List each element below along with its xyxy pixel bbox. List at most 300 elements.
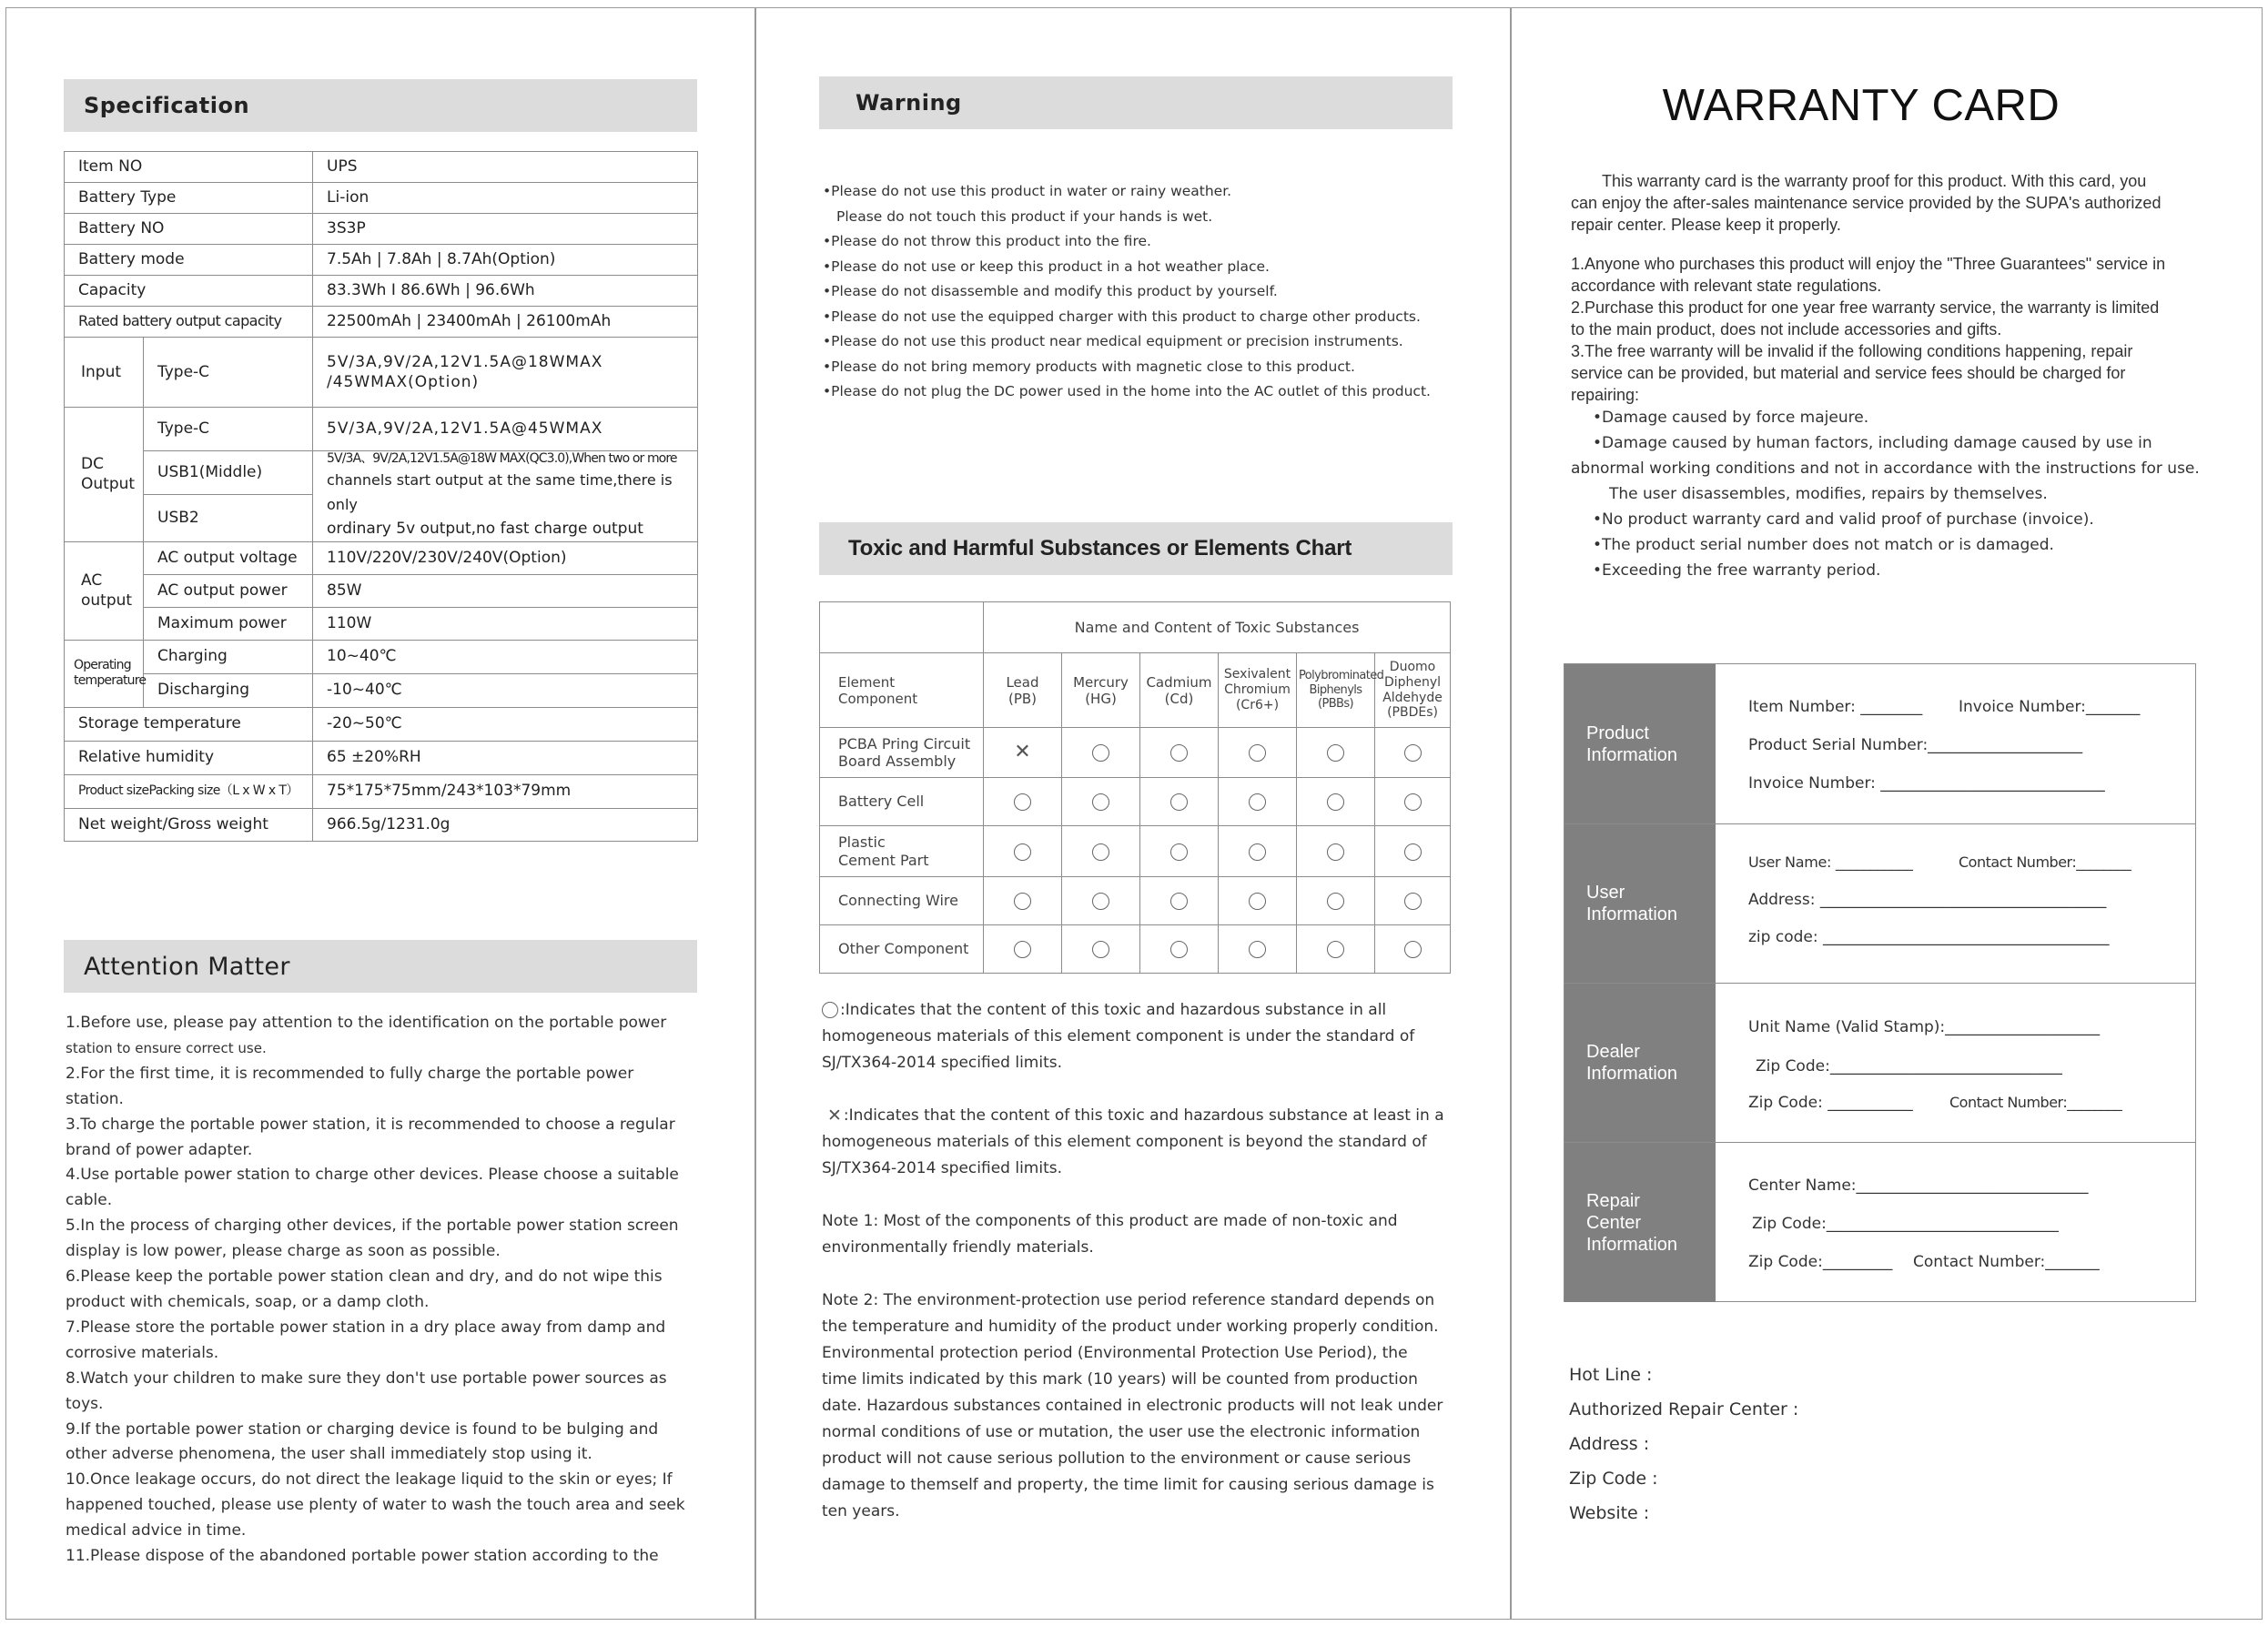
dc-group-line: DC xyxy=(81,455,104,474)
user-zip-field[interactable]: zip code: _____________________________________ xyxy=(1748,928,2110,946)
warranty-terms xyxy=(1571,253,2208,406)
component-line: Connecting Wire xyxy=(838,892,958,910)
compliant-circle-icon xyxy=(1014,793,1031,811)
address-label: Address : xyxy=(1569,1434,1650,1454)
dc-port-label: USB1(Middle) xyxy=(144,451,313,495)
label-line: User xyxy=(1586,883,1625,903)
toxic-blank-header xyxy=(820,602,984,653)
toxic-heading-text: Toxic and Harmful Substances or Elements Chart xyxy=(848,536,1352,561)
spec-row xyxy=(65,214,698,245)
toxic-col-header xyxy=(1062,653,1140,728)
header-line: (PB) xyxy=(1007,690,1038,707)
temp-label: Charging xyxy=(144,640,313,673)
note-line: normal conditions of use or mutation, the user use the electronic information xyxy=(822,1423,1421,1441)
dc-usb-value-line: channels start output at the same time,there is only xyxy=(327,470,673,513)
warning-list xyxy=(823,179,1460,405)
label-line: Product xyxy=(1586,722,1649,743)
item-number-field[interactable]: Item Number: ________ xyxy=(1748,698,1923,716)
operating-temperature-group-label xyxy=(65,640,147,707)
note-line: damage to themself and property, the time limit for causing serious damage is xyxy=(822,1476,1434,1494)
spec-value: -20~50℃ xyxy=(313,707,698,741)
condition-line: •The product serial number does not match or is damaged. xyxy=(1593,536,2054,554)
attention-line: brand of power adapter. xyxy=(66,1140,253,1159)
compliant-circle-icon xyxy=(1249,941,1266,958)
toxic-group-header-row xyxy=(820,602,1451,653)
spec-label: Battery Type xyxy=(65,183,313,214)
spec-temp-row xyxy=(65,673,698,707)
condition-line: •Exceeding the free warranty period. xyxy=(1593,561,1881,580)
product-information-label xyxy=(1564,664,1716,823)
toxic-cell xyxy=(984,778,1062,826)
dealer-information-section xyxy=(1564,984,2195,1143)
label-line: Repair xyxy=(1586,1190,1640,1211)
spec-row xyxy=(65,307,698,338)
toxic-cell xyxy=(1140,778,1219,826)
spec-value: 22500mAh | 23400mAh | 26100mAh xyxy=(313,307,698,338)
note-line: time limits indicated by this mark (10 years) will be counted from production xyxy=(822,1370,1418,1389)
spec-row xyxy=(65,741,698,774)
dealer-contact-field[interactable]: Contact Number:________ xyxy=(1949,1094,2122,1111)
address-field[interactable]: Address: _____________________________________ xyxy=(1748,891,2107,909)
unit-name-field[interactable]: Unit Name (Valid Stamp):____________________ xyxy=(1748,1018,2101,1036)
ac-group-line: output xyxy=(81,591,133,610)
header-line: Lead xyxy=(1006,673,1039,691)
toxic-cell xyxy=(1062,728,1140,778)
toxic-row xyxy=(820,925,1451,974)
input-value-line: 5V/3A,9V/2A,12V1.5A@18WMAX xyxy=(327,352,603,371)
dc-output-group-label xyxy=(65,408,144,542)
toxic-cell xyxy=(1219,778,1297,826)
specification-table xyxy=(64,151,698,842)
center-name-field[interactable]: Center Name:______________________________ xyxy=(1748,1177,2089,1195)
note-line: Note 2: The environment-protection use period reference standard depends on xyxy=(822,1291,1435,1309)
compliant-circle-icon xyxy=(1404,941,1422,958)
attention-line: other adverse phenomena, the user shall immediately stop using it. xyxy=(66,1445,592,1464)
exceeds-cross-icon: ✕ xyxy=(1014,741,1031,763)
fold-line-right xyxy=(1510,7,1512,1620)
temp-group-line: Operating xyxy=(74,657,131,672)
intro-line: repair center. Please keep it properly. xyxy=(1571,216,1841,234)
user-contact-field[interactable]: Contact Number:________ xyxy=(1959,853,2131,871)
attention-line: 6.Please keep the portable power station clean and dry, and do not wipe this xyxy=(66,1267,663,1287)
attention-line: 11.Please dispose of the abandoned portable power station according to the xyxy=(66,1547,659,1566)
attention-line: 7.Please store the portable power station in a dry place away from damp and xyxy=(66,1318,666,1337)
toxic-cell xyxy=(1375,877,1451,925)
component-name xyxy=(820,826,984,877)
dealer-zip-field[interactable]: Zip Code:______________________________ xyxy=(1756,1057,2062,1076)
spec-row xyxy=(65,808,698,841)
header-line: (Cr6+) xyxy=(1235,697,1280,712)
compliant-circle-icon xyxy=(1404,793,1422,811)
toxic-cell xyxy=(1297,826,1375,877)
zip-code-label: Zip Code : xyxy=(1569,1469,1658,1489)
toxic-col-header xyxy=(1219,653,1297,728)
dealer-zip-field-2[interactable]: Zip Code: ___________ xyxy=(1748,1094,1913,1112)
toxic-cell xyxy=(1140,826,1219,877)
spec-label: Battery NO xyxy=(65,214,313,245)
invoice-number-field[interactable]: Invoice Number:_______ xyxy=(1959,698,2141,716)
header-line: Duomo Diphenyl Aldehyde xyxy=(1382,659,1443,705)
ac-label: AC output power xyxy=(144,574,313,607)
toxic-cell xyxy=(1297,925,1375,974)
toxic-cell xyxy=(1062,778,1140,826)
dc-usb-value-line: 5V/3A、9V/2A,12V1.5A@18W MAX(QC3.0),When two or more xyxy=(327,451,677,466)
header-line: (PBBs) xyxy=(1318,697,1353,712)
spec-row xyxy=(65,707,698,741)
compliant-circle-icon xyxy=(1404,744,1422,762)
spec-label: Storage temperature xyxy=(65,707,313,741)
toxic-col-header xyxy=(1140,653,1219,728)
toxic-row xyxy=(820,728,1451,778)
component-name xyxy=(820,728,984,778)
warning-line: •Please do not use or keep this product in a hot weather place. xyxy=(823,258,1270,275)
dc-port-label: USB2 xyxy=(144,494,313,541)
intro-line: This warranty card is the warranty proof for this product. With this card, you xyxy=(1602,172,2147,190)
toxic-heading xyxy=(819,522,1453,575)
component-name xyxy=(820,778,984,826)
spec-value: 83.3Wh I 86.6Wh | 96.6Wh xyxy=(313,276,698,307)
warranty-contact-info xyxy=(1569,1358,2115,1530)
toxic-cell xyxy=(1297,877,1375,925)
warranty-conditions xyxy=(1571,405,2208,583)
input-port-label: Type-C xyxy=(144,338,313,408)
compliant-circle-icon xyxy=(1249,793,1266,811)
spec-value: UPS xyxy=(313,152,698,183)
condition-line: abnormal working conditions and not in accordance with the instructions for use. xyxy=(1571,460,2200,478)
compliant-circle-icon xyxy=(1092,893,1109,910)
attention-line: corrosive materials. xyxy=(66,1343,219,1362)
note-line: ten years. xyxy=(822,1502,900,1520)
compliant-circle-icon xyxy=(1327,843,1344,861)
spec-value: 65 ±20%RH xyxy=(313,741,698,774)
compliant-circle-icon xyxy=(1014,893,1031,910)
component-line: Other Component xyxy=(838,940,969,958)
note-line: SJ/TX364-2014 specified limits. xyxy=(822,1159,1063,1177)
compliant-circle-icon xyxy=(1404,893,1422,910)
invoice-number-line-field[interactable]: Invoice Number: _____________________________ xyxy=(1748,774,2105,793)
note-text: :Indicates that the content of this toxic and hazardous substance at least in a xyxy=(843,1106,1444,1125)
input-group-label: Input xyxy=(65,338,144,408)
attention-line: 1.Before use, please pay attention to the identification on the portable power xyxy=(66,1014,667,1032)
spec-value: 3S3P xyxy=(313,214,698,245)
toxic-cell xyxy=(1219,728,1297,778)
toxic-notes xyxy=(822,997,1477,1525)
attention-line: 2.For the first time, it is recommended to fully charge the portable power xyxy=(66,1064,634,1083)
header-line: Cadmium xyxy=(1146,673,1212,691)
warning-line: •Please do not bring memory products with magnetic close to this product. xyxy=(823,358,1355,375)
dc-usb-value-line: ordinary 5v output,no fast charge output xyxy=(327,519,643,538)
spec-dc-row xyxy=(65,408,698,451)
spec-label: Product sizePacking size（L x W x T） xyxy=(65,774,313,808)
condition-line: •Damage caused by force majeure. xyxy=(1593,409,1869,427)
warning-line: •Please do not use this product in water or rainy weather. xyxy=(823,183,1232,199)
ac-value: 110W xyxy=(313,607,698,640)
header-line: Component xyxy=(838,690,918,707)
user-information-label xyxy=(1564,824,1716,983)
spec-value: 75*175*75mm/243*103*79mm xyxy=(313,774,698,808)
note-line: homogeneous materials of this element component is beyond the standard of xyxy=(822,1133,1427,1151)
note-circle-line xyxy=(822,997,1477,1024)
user-name-field[interactable]: User Name: ___________ xyxy=(1748,853,1913,871)
note-line: Environmental protection period (Environmental Protection Use Period), the xyxy=(822,1344,1408,1362)
spec-ac-row xyxy=(65,574,698,607)
dc-port-value: 5V/3A,9V/2A,12V1.5A@45WMAX xyxy=(313,408,698,451)
toxic-cell xyxy=(1375,728,1451,778)
warranty-intro xyxy=(1571,170,2208,236)
spec-row xyxy=(65,183,698,214)
toxic-cell xyxy=(1375,925,1451,974)
header-line: (Cd) xyxy=(1164,690,1194,707)
toxic-group-header: Name and Content of Toxic Substances xyxy=(984,602,1451,653)
spec-row xyxy=(65,152,698,183)
user-information-section xyxy=(1564,824,2195,984)
spec-label: Rated battery output capacity xyxy=(65,307,313,338)
terms-line: repairing: xyxy=(1571,386,1640,404)
dc-group-line: Output xyxy=(81,475,136,494)
component-line: Battery Cell xyxy=(838,793,925,811)
toxic-cell xyxy=(1375,778,1451,826)
product-information-section xyxy=(1564,664,2195,824)
compliant-circle-icon xyxy=(1170,843,1188,861)
specification-heading-text: Specification xyxy=(84,93,250,118)
attention-line: station. xyxy=(66,1089,124,1108)
attention-line: product with chemicals, soap, or a damp cloth. xyxy=(66,1292,430,1311)
toxic-cell xyxy=(1375,826,1451,877)
note-line: product will not cause serious pollution to the environment or cause serious xyxy=(822,1449,1412,1468)
compliant-circle-icon xyxy=(1092,941,1109,958)
dc-port-label: Type-C xyxy=(144,408,313,451)
spec-input-row xyxy=(65,338,698,408)
toxic-cell xyxy=(1140,728,1219,778)
toxic-col-header xyxy=(1297,653,1384,728)
toxic-cell xyxy=(1297,778,1375,826)
label-line: Dealer xyxy=(1586,1042,1640,1062)
header-line: Mercury xyxy=(1073,673,1129,691)
toxic-cell xyxy=(984,925,1062,974)
spec-label: Net weight/Gross weight xyxy=(65,808,313,841)
component-name xyxy=(820,877,984,925)
toxic-cell xyxy=(1219,877,1297,925)
warning-line: •Please do not use this product near medical equipment or precision instruments. xyxy=(823,333,1403,349)
note-line: the temperature and humidity of the product under working properly condition. xyxy=(822,1318,1439,1336)
condition-line: The user disassembles, modifies, repairs by themselves. xyxy=(1609,485,2048,503)
attention-line: 5.In the process of charging other devices, if the portable power station screen xyxy=(66,1217,679,1236)
repair-zip-field[interactable]: Zip Code:______________________________ xyxy=(1752,1215,2059,1233)
attention-heading xyxy=(64,940,697,993)
spec-row xyxy=(65,774,698,808)
compliant-circle-icon xyxy=(1327,793,1344,811)
toxic-row xyxy=(820,877,1451,925)
warning-line: •Please do not plug the DC power used in the home into the AC outlet of this product. xyxy=(823,383,1431,399)
attention-line: 3.To charge the portable power station, it is recommended to choose a regular xyxy=(66,1115,675,1134)
repair-center-information-label xyxy=(1564,1143,1716,1302)
spec-dc-row xyxy=(65,451,698,495)
temp-value: 10~40℃ xyxy=(313,640,698,673)
compliant-circle-icon xyxy=(1170,744,1188,762)
terms-line: service can be provided, but material and service fees should be charged for xyxy=(1571,364,2126,382)
note-line: date. Hazardous substances contained in electronic products will not leak under xyxy=(822,1397,1443,1415)
note-text: :Indicates that the content of this toxic and hazardous substance in all xyxy=(840,1001,1387,1019)
spec-label: Relative humidity xyxy=(65,741,313,774)
compliant-circle-icon xyxy=(1092,793,1109,811)
warning-line: •Please do not use the equipped charger with this product to charge other products. xyxy=(823,308,1421,325)
label-line: Center xyxy=(1586,1212,1642,1233)
toxic-cell xyxy=(984,728,1062,778)
spec-label: Item NO xyxy=(65,152,313,183)
note-line: Note 1: Most of the components of this product are made of non-toxic and xyxy=(822,1212,1398,1230)
compliant-circle-icon xyxy=(1327,893,1344,910)
ac-output-group-label xyxy=(65,541,144,640)
warning-line: •Please do not disassemble and modify this product by yourself. xyxy=(823,283,1278,299)
toxic-cell xyxy=(1297,728,1375,778)
compliant-circle-icon xyxy=(1014,941,1031,958)
component-name xyxy=(820,925,984,974)
attention-line: 9.If the portable power station or charging device is found to be bulging and xyxy=(66,1419,659,1439)
spec-ac-row xyxy=(65,607,698,640)
spec-label: Capacity xyxy=(65,276,313,307)
attention-line: cable. xyxy=(66,1191,113,1210)
attention-heading-text: Attention Matter xyxy=(84,952,290,981)
repair-center-information-section xyxy=(1564,1143,2195,1302)
spec-label: Battery mode xyxy=(65,245,313,276)
fold-line-left xyxy=(754,7,756,1620)
compliant-circle-icon xyxy=(822,1002,838,1018)
attention-line: happened touched, please use plenty of water to wash the touch area and seek xyxy=(66,1496,685,1515)
header-line: Element xyxy=(838,673,896,691)
exceeds-cross-icon: ✕ xyxy=(827,1105,842,1126)
warning-heading-text: Warning xyxy=(856,90,962,116)
ac-label: Maximum power xyxy=(144,607,313,640)
compliant-circle-icon xyxy=(1170,893,1188,910)
repair-contact-field[interactable]: Contact Number:_______ xyxy=(1913,1253,2100,1271)
attention-list xyxy=(66,1011,703,1570)
compliant-circle-icon xyxy=(1327,744,1344,762)
toxic-cell xyxy=(1140,877,1219,925)
terms-line: accordance with relevant state regulations. xyxy=(1571,277,1882,295)
toxic-cell xyxy=(984,877,1062,925)
component-line: Cement Part xyxy=(838,851,929,869)
condition-line: •No product warranty card and valid proof of purchase (invoice). xyxy=(1593,510,2094,529)
toxic-cell xyxy=(1140,925,1219,974)
ac-label: AC output voltage xyxy=(144,541,313,574)
toxic-row xyxy=(820,778,1451,826)
attention-line: display is low power, please charge as soon as possible. xyxy=(66,1242,501,1261)
ac-value: 110V/220V/230V/240V(Option) xyxy=(313,541,698,574)
temp-label: Discharging xyxy=(144,673,313,707)
dc-usb-value xyxy=(313,451,698,542)
warranty-card-title: WARRANTY CARD xyxy=(1662,81,2060,130)
note-line: environmentally friendly materials. xyxy=(822,1238,1094,1257)
header-line: Polybrominated Biphenyls xyxy=(1299,669,1384,697)
compliant-circle-icon xyxy=(1249,744,1266,762)
input-value xyxy=(313,338,698,408)
warning-heading xyxy=(819,76,1453,129)
warning-line: •Please do not throw this product into the fire. xyxy=(823,233,1151,249)
compliant-circle-icon xyxy=(1014,843,1031,861)
header-line: (HG) xyxy=(1085,690,1117,707)
toxic-cell xyxy=(1062,877,1140,925)
terms-line: 3.The free warranty will be invalid if the following conditions happening, repair xyxy=(1571,342,2133,360)
attention-line: 4.Use portable power station to charge other devices. Please choose a suitable xyxy=(66,1166,679,1185)
spec-value: Li-ion xyxy=(313,183,698,214)
label-line: Information xyxy=(1586,744,1678,765)
ac-group-line: AC xyxy=(81,571,103,590)
intro-line: can enjoy the after-sales maintenance service provided by the SUPA's authorized xyxy=(1571,194,2162,212)
spec-row xyxy=(65,245,698,276)
temp-group-line: temperature xyxy=(74,673,147,688)
spec-row xyxy=(65,276,698,307)
website-label: Website : xyxy=(1569,1503,1650,1523)
serial-number-field[interactable]: Product Serial Number:____________________ xyxy=(1748,736,2083,754)
toxic-cell xyxy=(1219,925,1297,974)
toxic-substances-table xyxy=(819,601,1451,974)
toxic-cell xyxy=(1062,826,1140,877)
condition-line: •Damage caused by human factors, including damage caused by use in xyxy=(1593,434,2152,452)
attention-line: 8.Watch your children to make sure they don't use portable power sources as xyxy=(66,1368,667,1388)
compliant-circle-icon xyxy=(1249,843,1266,861)
repair-center-label: Authorized Repair Center : xyxy=(1569,1399,1799,1419)
toxic-col-header xyxy=(984,653,1062,728)
header-line: Sexivalent Chromium xyxy=(1223,667,1291,698)
ac-value: 85W xyxy=(313,574,698,607)
attention-line: medical advice in time. xyxy=(66,1521,247,1540)
repair-zip-field-2[interactable]: Zip Code:_________ xyxy=(1748,1253,1893,1271)
label-line: Information xyxy=(1586,904,1678,924)
compliant-circle-icon xyxy=(1092,843,1109,861)
note-cross-line xyxy=(822,1103,1477,1129)
terms-line: to the main product, does not include accessories and gifts. xyxy=(1571,320,2002,338)
compliant-circle-icon xyxy=(1249,893,1266,910)
warranty-info-table xyxy=(1564,663,2196,1302)
terms-line: 2.Purchase this product for one year free warranty service, the warranty is limited xyxy=(1571,298,2160,317)
dealer-information-label xyxy=(1564,984,1716,1142)
attention-line: toys. xyxy=(66,1394,104,1413)
spec-temp-row xyxy=(65,640,698,673)
compliant-circle-icon xyxy=(1170,793,1188,811)
temp-value: -10~40℃ xyxy=(313,673,698,707)
spec-ac-row xyxy=(65,541,698,574)
compliant-circle-icon xyxy=(1404,843,1422,861)
toxic-col-header xyxy=(1375,653,1451,728)
component-line: PCBA Pring Circuit xyxy=(838,734,971,752)
note-line: homogeneous materials of this element component is under the standard of xyxy=(822,1027,1415,1045)
toxic-column-header-row xyxy=(820,653,1451,728)
label-line: Information xyxy=(1586,1064,1678,1084)
hot-line-label: Hot Line : xyxy=(1569,1365,1653,1385)
header-line: (PBDEs) xyxy=(1387,705,1438,721)
note-line: SJ/TX364-2014 specified limits. xyxy=(822,1054,1063,1072)
attention-line: 10.Once leakage occurs, do not direct the leakage liquid to the skin or eyes; If xyxy=(66,1470,673,1490)
spec-value: 7.5Ah | 7.8Ah | 8.7Ah(Option) xyxy=(313,245,698,276)
toxic-cell xyxy=(984,826,1062,877)
spec-value: 966.5g/1231.0g xyxy=(313,808,698,841)
specification-heading xyxy=(64,79,697,132)
warning-line: Please do not touch this product if your hands is wet. xyxy=(836,207,1213,225)
attention-line: station to ensure correct use. xyxy=(66,1039,267,1056)
compliant-circle-icon xyxy=(1170,941,1188,958)
compliant-circle-icon xyxy=(1092,744,1109,762)
toxic-row xyxy=(820,826,1451,877)
compliant-circle-icon xyxy=(1327,941,1344,958)
toxic-cell xyxy=(1219,826,1297,877)
component-line: Board Assembly xyxy=(838,752,957,770)
input-value-line: /45WMAX(Option) xyxy=(327,373,480,391)
element-component-header xyxy=(820,653,984,728)
label-line: Information xyxy=(1586,1234,1678,1255)
terms-line: 1.Anyone who purchases this product will enjoy the "Three Guarantees" service in xyxy=(1571,255,2166,273)
component-line: Plastic xyxy=(838,833,886,852)
toxic-cell xyxy=(1062,925,1140,974)
